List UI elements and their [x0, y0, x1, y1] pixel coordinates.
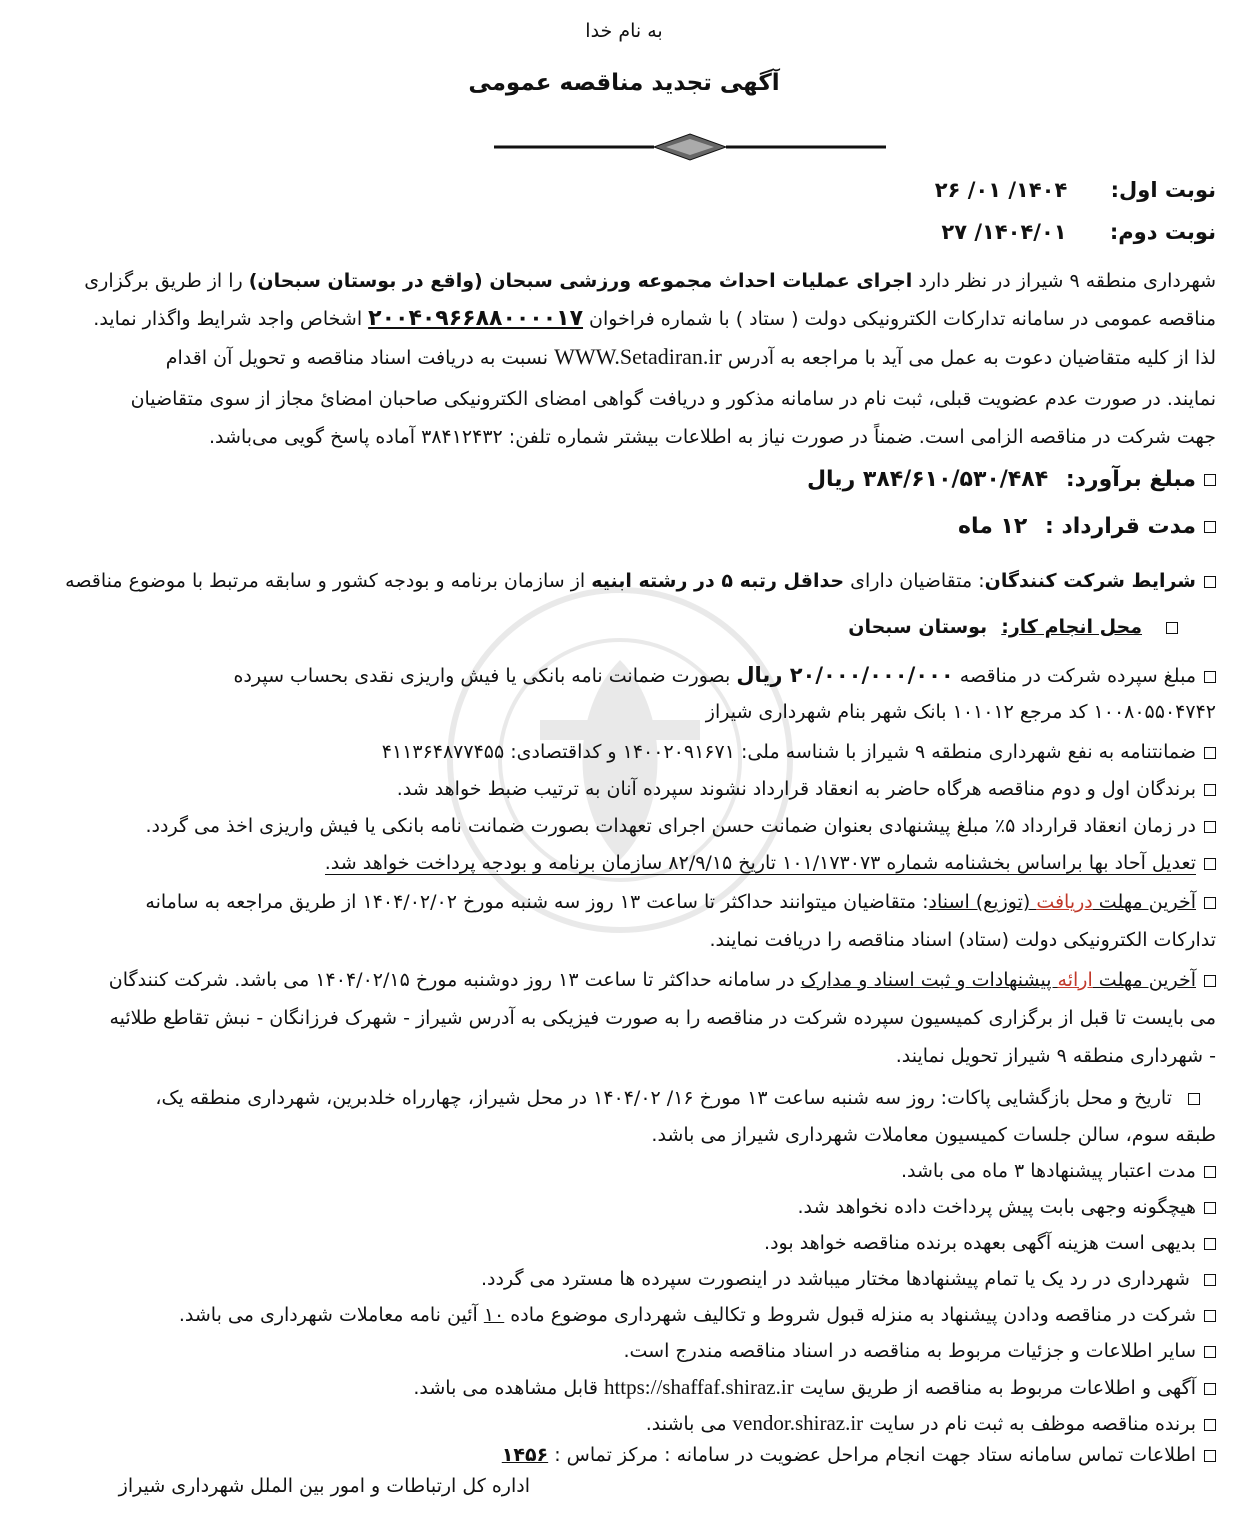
intro-text: نسبت به دریافت اسناد مناقصه و تحویل آن اقدام — [165, 347, 555, 369]
checkbox-icon — [1188, 1093, 1200, 1105]
rejection-row — [120, 1264, 1216, 1294]
opening-line-1 — [120, 1083, 1200, 1113]
checkbox-icon — [1204, 784, 1216, 796]
contact-number: ۱۴۵۶ — [501, 1444, 549, 1466]
shaffaf-row — [120, 1372, 1216, 1403]
other-info-row — [120, 1336, 1216, 1366]
checkbox-icon — [1204, 576, 1216, 588]
intro-line-2 — [93, 304, 1216, 334]
receive-deadline-text: : متقاضیان میتوانند حداکثر تا ساعت ۱۳ روز سه شنبه مورخ ۱۴۰۴/۰۲/۰۲ از طریق مراجعه به سامانه — [145, 891, 929, 913]
second-notice — [941, 220, 1216, 244]
vendor-text: برنده مناقصه موظف به ثبت نام در سایت — [863, 1413, 1196, 1435]
duration-label: مدت قرارداد : — [1045, 514, 1196, 539]
checkbox-icon — [1204, 474, 1216, 486]
checkbox-icon — [1204, 671, 1216, 683]
article10-text: آئین نامه معاملات شهرداری می باشد. — [178, 1304, 484, 1326]
forfeit-text: برندگان اول و دوم مناقصه هرگاه حاضر به انعقاد قرارداد نشوند سپرده آنان به ترتیب ضبط خواهد شد. — [396, 778, 1196, 800]
project-title: اجرای عملیات احداث مجموعه ورزشی سبحان (واقع در بوستان سبحان) — [248, 270, 913, 292]
intro-text: لذا از کلیه متقاضیان دعوت به عمل می آید با مراجعه به آدرس — [721, 347, 1216, 369]
deposit-text: مبلغ سپرده شرکت در مناقصه — [953, 665, 1196, 687]
performance-bond-row — [120, 811, 1216, 841]
intro-text: را از طریق برگزاری — [84, 270, 249, 292]
article10-row — [120, 1300, 1216, 1330]
intro-text: شهرداری منطقه ۹ شیراز در نظر دارد — [912, 270, 1216, 292]
first-notice-label: نوبت اول: — [1110, 178, 1216, 202]
checkbox-icon — [1204, 1274, 1216, 1286]
checkbox-icon — [1166, 622, 1178, 634]
submit-deadline-text: در سامانه حداکثر تا ساعت ۱۳ روز دوشنبه مورخ ۱۴۰۴/۰۲/۱۵ می باشد. شرکت کنندگان — [108, 969, 801, 991]
duration-row — [120, 512, 1216, 542]
checkbox-icon — [1204, 1419, 1216, 1431]
validity-row — [120, 1156, 1216, 1186]
contact-row — [120, 1440, 1216, 1470]
checkbox-icon — [1204, 897, 1216, 909]
location-value: بوستان سبحان — [848, 616, 988, 638]
vendor-text: می باشند. — [645, 1413, 733, 1435]
estimate-value: ۳۸۴/۶۱۰/۵۳۰/۴۸۴ ریال — [806, 467, 1049, 492]
receive-deadline-line-1 — [120, 887, 1216, 917]
checkbox-icon — [1204, 747, 1216, 759]
location-label: محل انجام کار: — [1001, 616, 1142, 638]
setadiran-link[interactable]: WWW.Setadiran.ir — [554, 344, 722, 369]
estimate-label: مبلغ برآورد: — [1065, 467, 1196, 492]
article10-number: ۱۰ — [483, 1304, 505, 1326]
vendor-row — [120, 1408, 1216, 1439]
price-adjust-text: تعدیل آحاد بها براساس بخشنامه شماره ۱۰۱/۱۷۳۰۷۳ تاریخ ۸۲/۹/۱۵ سازمان برنامه و بودجه پرداخت خواهد شد. — [324, 852, 1196, 874]
checkbox-icon — [1204, 821, 1216, 833]
checkbox-icon — [1204, 1310, 1216, 1322]
tender-number: ۲۰۰۴۰۹۶۶۸۸۰۰۰۰۱۷ — [368, 306, 584, 331]
contact-text: اطلاعات تماس سامانه ستاد جهت انجام مراحل عضویت در سامانه : مرکز تماس : — [548, 1444, 1196, 1466]
intro-line-4: نمایند. در صورت عدم عضویت قبلی، ثبت نام در سامانه مذکور و دریافت گواهی امضای الکترونیکی صاحبان امضائ مجاز از سوی متقاضیان — [130, 388, 1216, 410]
estimate-row — [120, 465, 1216, 495]
opening-line-2: طبقه سوم، سالن جلسات کمیسیون معاملات شهرداری شیراز می باشد. — [651, 1124, 1216, 1146]
checkbox-icon — [1204, 1383, 1216, 1395]
shaffaf-text: قابل مشاهده می باشد. — [413, 1377, 604, 1399]
price-adjust-row — [120, 848, 1216, 878]
checkbox-icon — [1204, 1166, 1216, 1178]
submit-deadline-highlight: ارائه — [1057, 969, 1093, 991]
forfeit-row — [120, 774, 1216, 804]
receive-deadline-line-2: تدارکات الکترونیکی دولت (ستاد) اسناد مناقصه را دریافت نمایند. — [709, 929, 1216, 951]
location-row — [120, 612, 1178, 642]
intro-text: مناقصه عمومی در سامانه تدارکات الکترونیکی دولت ( ستاد ) با شماره فراخوان — [583, 308, 1216, 330]
conditions-text: از سازمان برنامه و بودجه کشور و سابقه مرتبط با موضوع مناقصه — [65, 570, 592, 592]
divider-ornament — [494, 132, 886, 162]
intro-line-1 — [84, 266, 1216, 296]
submit-deadline-text: پیشنهادات و ثبت اسناد و مدارک — [800, 969, 1058, 991]
ad-cost-text: بدیهی است هزینه آگهی بعهده برنده مناقصه خواهد بود. — [764, 1232, 1196, 1254]
ad-cost-row — [120, 1228, 1216, 1258]
deposit-line-1 — [120, 660, 1216, 691]
first-notice — [935, 178, 1216, 202]
intro-line-3 — [120, 342, 1216, 373]
conditions-text: : متقاضیان دارای — [844, 570, 985, 592]
prepayment-text: هیچگونه وجهی بابت پیش پرداخت داده نخواهد شد. — [797, 1196, 1196, 1218]
vendor-link[interactable]: vendor.shiraz.ir — [732, 1411, 864, 1435]
intro-line-5: جهت شرکت در مناقصه الزامی است. ضمناً در صورت نیاز به اطلاعات بیشتر شماره تلفن: ۳۸۴۱۲۴۳۲ آماده پاسخ گویی می‌باشد. — [209, 426, 1216, 448]
deposit-text: بصورت ضمانت نامه بانکی یا فیش واریزی نقدی بحساب سپرده — [233, 665, 737, 687]
performance-bond-text: در زمان انعقاد قرارداد ۵٪ مبلغ پیشنهادی بعنوان ضمانت حسن اجرای تعهدات بصورت ضمانت نامه بانکی یا فیش واریزی اخذ می گردد. — [145, 815, 1196, 837]
checkbox-icon — [1204, 1450, 1216, 1462]
shaffaf-link[interactable]: https://shaffaf.shiraz.ir — [603, 1375, 794, 1399]
receive-deadline-text: آخرین مهلت — [1092, 891, 1196, 913]
guarantee-row — [120, 737, 1216, 767]
deposit-line-2: ۱۰۰۸۰۵۵۰۴۷۴۲ کد مرجع ۱۰۱۰۱۲ بانک شهر بنام شهرداری شیراز — [705, 701, 1216, 723]
conditions-label: شرایط شرکت کنندگان — [984, 570, 1196, 592]
submit-deadline-line-3: - شهرداری منطقه ۹ شیراز تحویل نمایند. — [895, 1045, 1216, 1067]
guarantee-text: ضمانتنامه به نفع شهرداری منطقه ۹ شیراز با شناسه ملی: ۱۴۰۰۲۰۹۱۶۷۱ و کداقتصادی: ۴۱۱۳۶۴۸۷۷۴۵۵ — [381, 741, 1196, 763]
receive-deadline-highlight: دریافت — [1036, 891, 1093, 913]
checkbox-icon — [1204, 1202, 1216, 1214]
submit-deadline-text: آخرین مهلت — [1092, 969, 1196, 991]
first-notice-date: ۱۴۰۴/ ۰۱/ ۲۶ — [934, 178, 1068, 202]
submit-deadline-line-1 — [108, 965, 1216, 995]
checkbox-icon — [1204, 858, 1216, 870]
shaffaf-text: آگهی و اطلاعات مربوط به مناقصه از طریق سایت — [793, 1377, 1196, 1399]
intro-text: اشخاص واجد شرایط واگذار نماید. — [93, 308, 369, 330]
conditions-row — [65, 566, 1216, 596]
duration-value: ۱۲ ماه — [957, 514, 1028, 539]
checkbox-icon — [1204, 1238, 1216, 1250]
receive-deadline-text: (توزیع) اسناد — [928, 891, 1037, 913]
page-title: آگهی تجدید مناقصه عمومی — [468, 70, 780, 96]
checkbox-icon — [1204, 521, 1216, 533]
opening-text: تاریخ و محل بازگشایی پاکات: روز سه شنبه ساعت ۱۳ مورخ ۱۶/ ۱۴۰۴/۰۲ در محل شیراز، چهارراه خلدبرین، شهرداری منطقه یک، — [155, 1087, 1172, 1109]
submit-deadline-line-2: می بایست تا قبل از برگزاری کمیسیون سپرده شرکت در مناقصه را به صورت فیزیکی به آدرس شیراز - شهرک فرزانگان - نبش تقاطع طلائیه — [109, 1007, 1216, 1029]
prepayment-row — [120, 1192, 1216, 1222]
checkbox-icon — [1204, 1346, 1216, 1358]
other-info-text: سایر اطلاعات و جزئیات مربوط به مناقصه در اسناد مناقصه مندرج است. — [623, 1340, 1196, 1362]
footer-signature: اداره کل ارتباطات و امور بین الملل شهرداری شیراز — [118, 1475, 530, 1497]
second-notice-date: ۱۴۰۴/۰۱/ ۲۷ — [941, 220, 1067, 244]
deposit-amount: ۲۰/۰۰۰/۰۰۰/۰۰۰ ریال — [736, 663, 954, 687]
article10-text: شرکت در مناقصه ودادن پیشنهاد به منزله قبول شروط و تکالیف شهرداری موضوع ماده — [504, 1304, 1196, 1326]
rejection-text: شهرداری در رد یک یا تمام پیشنهادها مختار میباشد در اینصورت سپرده ها مسترد می گردد. — [481, 1268, 1196, 1290]
second-notice-label: نوبت دوم: — [1109, 220, 1216, 244]
validity-text: مدت اعتبار پیشنهادها ۳ ماه می باشد. — [900, 1160, 1196, 1182]
checkbox-icon — [1204, 975, 1216, 987]
basmala: به نام خدا — [585, 20, 663, 42]
conditions-grade: حداقل رتبه ۵ در رشته ابنیه — [591, 570, 845, 592]
